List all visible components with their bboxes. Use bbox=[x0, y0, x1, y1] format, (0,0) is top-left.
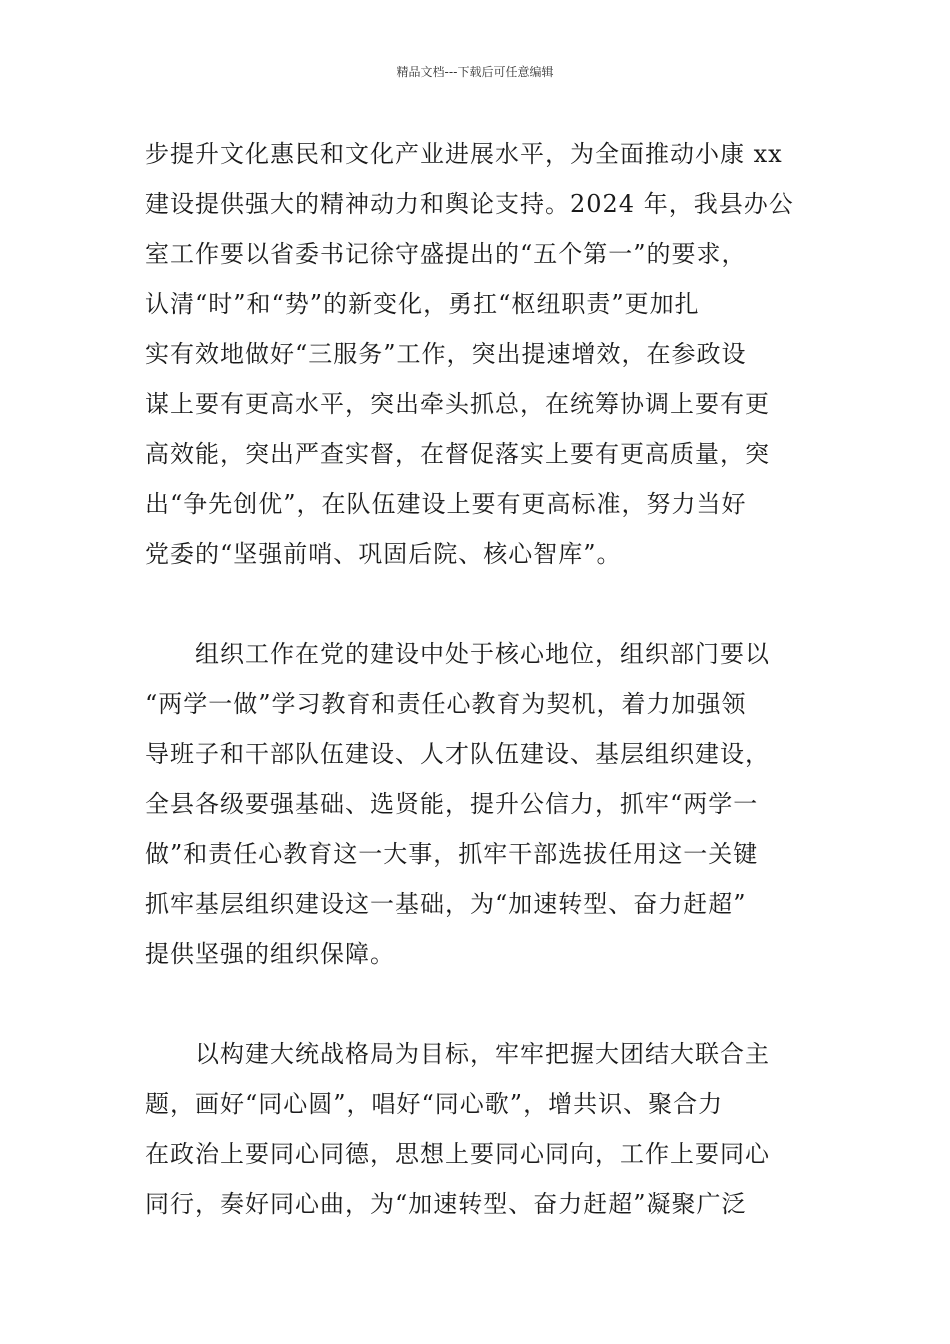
text-line: 党委的“坚强前哨、巩固后院、核心智库”。 bbox=[145, 540, 622, 568]
text-line: 建设提供强大的精神动力和舆论支持。2024 年，我县办公 bbox=[145, 190, 794, 218]
text-line: 导班子和干部队伍建设、人才队伍建设、基层组织建设， bbox=[145, 740, 770, 768]
document-body bbox=[145, 129, 807, 1229]
text-line: 组织工作在党的建设中处于核心地位，组织部门要以 bbox=[145, 640, 770, 668]
paragraph-culture bbox=[145, 129, 807, 579]
text-line: 同行，奏好同心曲，为“加速转型、奋力赶超”凝聚广泛 bbox=[145, 1190, 747, 1218]
text-line: 题，画好“同心圆”，唱好“同心歌”，增共识、聚合力 bbox=[145, 1090, 724, 1118]
text-line: 高效能，突出严查实督，在督促落实上要有更高质量，突 bbox=[145, 440, 770, 468]
text-line: 实有效地做好“三服务”工作，突出提速增效，在参政设 bbox=[145, 340, 747, 368]
text-line: 提供坚强的组织保障。 bbox=[145, 940, 395, 968]
paragraph-organization bbox=[145, 629, 807, 979]
text-line: 以构建大统战格局为目标，牢牢把握大团结大联合主 bbox=[145, 1040, 770, 1068]
text-line: 认清“时”和“势”的新变化，勇扛“枢纽职责”更加扎 bbox=[145, 290, 700, 318]
paragraph-united-front bbox=[145, 1029, 807, 1229]
text-line: “两学一做”学习教育和责任心教育为契机，着力加强领 bbox=[145, 690, 747, 718]
page-header: 精品文档---下载后可任意编辑 bbox=[396, 65, 554, 79]
text-line: 全县各级要强基础、选贤能，提升公信力，抓牢“两学一 bbox=[145, 790, 759, 818]
text-line: 在政治上要同心同德，思想上要同心同向，工作上要同心 bbox=[145, 1140, 770, 1168]
text-line: 做”和责任心教育这一大事，抓牢干部选拔任用这一关键 bbox=[145, 840, 759, 868]
paragraph-gap bbox=[145, 579, 807, 629]
paragraph-gap bbox=[145, 979, 807, 1029]
text-line: 谋上要有更高水平，突出牵头抓总，在统筹协调上要有更 bbox=[145, 390, 770, 418]
text-line: 抓牢基层组织建设这一基础，为“加速转型、奋力赶超” bbox=[145, 890, 747, 918]
text-line: 出“争先创优”，在队伍建设上要有更高标准，努力当好 bbox=[145, 490, 747, 518]
text-line: 室工作要以省委书记徐守盛提出的“五个第一”的要求， bbox=[145, 240, 747, 268]
text-line: 步提升文化惠民和文化产业进展水平，为全面推动小康 xx bbox=[145, 140, 783, 168]
